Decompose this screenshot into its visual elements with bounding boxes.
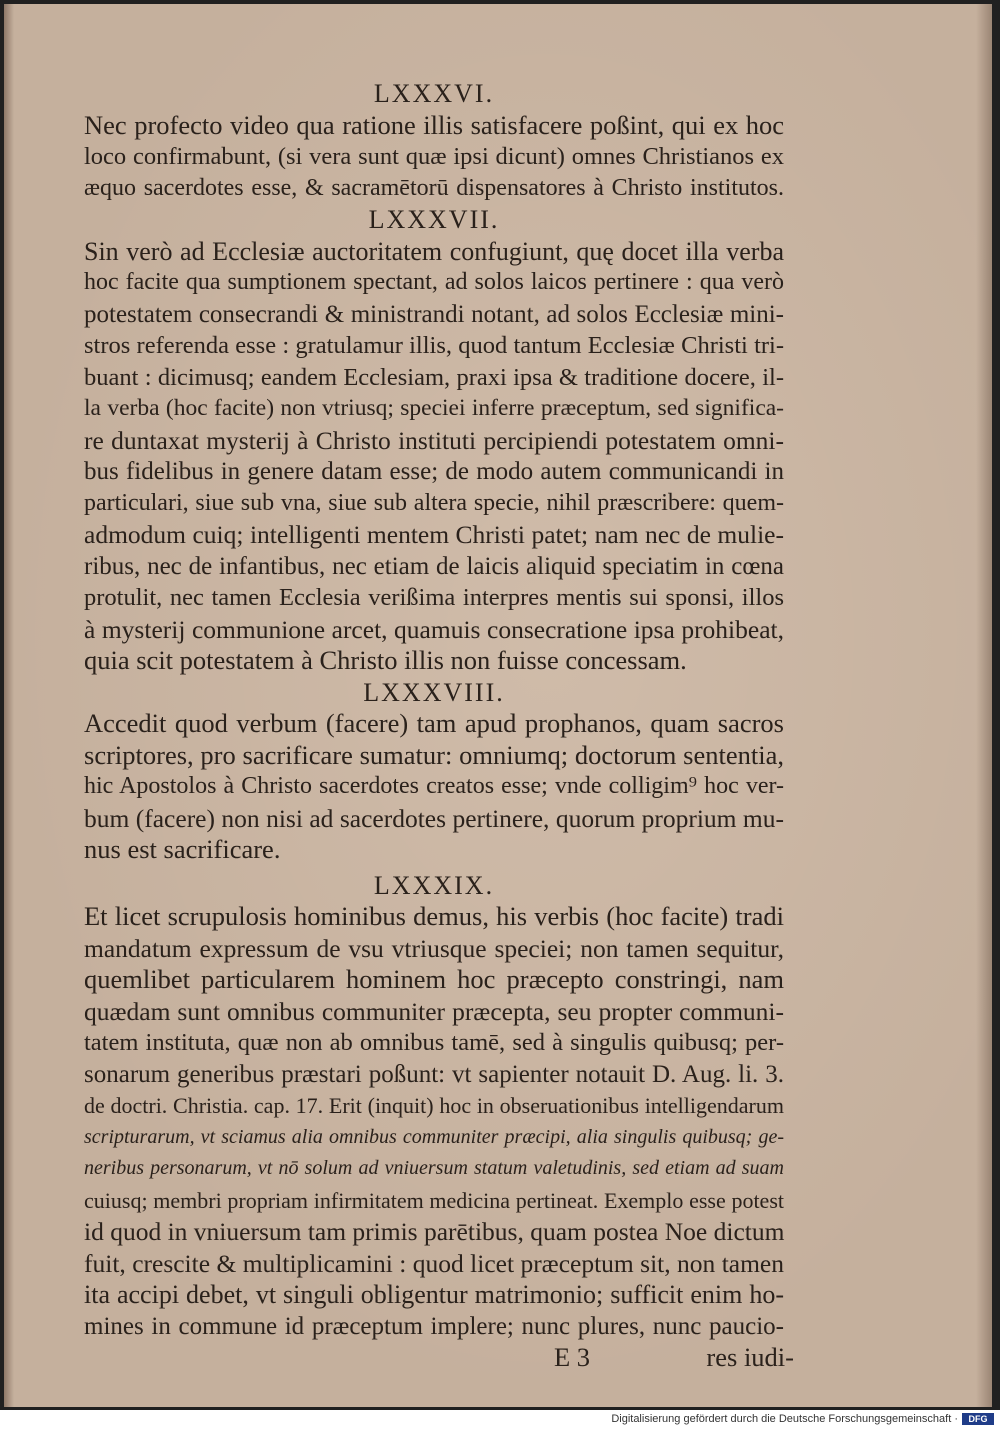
text-line: Nec profecto video qua ratione illis satisfacere poßint, qui ex hoc	[84, 109, 784, 140]
text-line: loco confirmabunt, (si vera sunt quæ ipsi dicunt) omnes Christianos ex	[84, 143, 784, 170]
text-line: à mysterij communione arcet, quamuis consecratione ipsa prohibeat,	[84, 614, 784, 644]
text-line: buant : dicimusq; eandem Ecclesiam, praxi ipsa & traditione docere, il-	[84, 363, 784, 391]
text-line: hic Apostolos à Christo sacerdotes creatos esse; vnde colligim⁹ hoc ver-	[84, 773, 784, 799]
text-line: admodum cuiq; intelligenti mentem Christi patet; nam nec de mulie-	[84, 520, 784, 549]
text-line: cuiusq; membri propriam infirmitatem medicina pertineat. Exemplo esse potest	[84, 1187, 784, 1213]
page-edge-left	[4, 4, 14, 1407]
section-heading: LXXXVIII.	[363, 677, 505, 707]
text-line: re duntaxat mysterij à Christo instituti percipiendi potestatem omni-	[84, 425, 784, 455]
dfg-logo-icon: DFG	[962, 1413, 994, 1425]
text-line: mines in commune id præceptum implere; nunc plures, nunc paucio-	[84, 1312, 784, 1340]
paragraph	[84, 901, 784, 1342]
funding-credit: Digitalisierung gefördert durch die Deutsche Forschungsgemeinschaft ·	[611, 1413, 958, 1425]
text-line: ita accipi debet, vt singuli obligentur matrimonio; sufficit enim ho-	[84, 1280, 784, 1309]
page-text	[84, 78, 794, 1374]
catchword: res iudi-	[706, 1342, 794, 1372]
text-line: potestatem consecrandi & ministrandi notant, ad solos Ecclesiæ mini-	[84, 300, 784, 328]
paragraph	[84, 110, 784, 205]
text-line: Accedit quod verbum (facere) tam apud prophanos, quam sacros	[84, 708, 784, 738]
signature-mark: E 3	[554, 1342, 591, 1372]
paragraph	[84, 236, 784, 677]
text-line: id quod in vniuersum tam primis parētibus, quam postea Noe dictum	[84, 1217, 785, 1246]
text-line: particulari, siue sub vna, siue sub altera specie, nihil præscribere: quem-	[84, 489, 784, 516]
page-edge-right	[976, 4, 992, 1407]
text-line: quia scit potestatem à Christo illis non fuisse concessam.	[84, 645, 687, 675]
section-heading: LXXXVII.	[368, 205, 500, 234]
section-heading: LXXXVI.	[373, 79, 495, 108]
text-line: de doctri. Christia. cap. 17. Erit (inquit) hoc in obseruationibus intelligendarum	[84, 1093, 784, 1118]
text-line: Et licet scrupulosis hominibus demus, his verbis (hoc facite) tradi	[84, 901, 784, 931]
text-line: la verba (hoc facite) non vtriusq; speciei inferre præceptum, sed significa-	[84, 395, 784, 421]
page-footer-line	[154, 1342, 794, 1374]
text-line: nus est sacrificare.	[84, 834, 281, 864]
text-line: æquo sacerdotes esse, & sacramētorū dispensatores à Christo institutos.	[84, 174, 784, 201]
text-line: stros referenda esse : gratulamur illis, quod tantum Ecclesiæ Christi tri-	[84, 332, 784, 359]
text-line-italic: neribus personarum, vt nō solum ad vniuersum statum valetudinis, sed etiam ad suam	[84, 1157, 784, 1179]
text-line: bus fidelibus in genere datam esse; de modo autem communicandi in	[84, 458, 784, 485]
section-heading: LXXXIX.	[373, 870, 495, 900]
text-line: fuit, crescite & multiplicamini : quod licet præceptum sit, non tamen	[84, 1248, 784, 1278]
paragraph	[84, 708, 784, 866]
text-line: ribus, nec de infantibus, nec etiam de laicis aliquid speciatim in cœna	[84, 552, 784, 580]
text-line: mandatum expressum de vsu vtriusque speciei; non tamen sequitur,	[84, 933, 784, 963]
text-line-italic: scripturarum, vt sciamus alia omnibus communiter præcipi, alia singulis quibusq; ge-	[84, 1125, 784, 1148]
text-line: tatem instituta, quæ non ab omnibus tamē, sed à singulis quibusq; per-	[84, 1029, 784, 1056]
text-line: scriptores, pro sacrificare sumatur: omniumq; doctorum sententia,	[84, 739, 784, 770]
digitization-footer	[0, 1410, 1000, 1429]
text-line: quædam sunt omnibus communiter præcepta, seu propter communi-	[84, 996, 784, 1026]
text-line: hoc facite qua sumptionem spectant, ad solos laicos pertinere : qua verò	[84, 269, 784, 295]
text-line: Sin verò ad Ecclesiæ auctoritatem confugiunt, quę docet illa verba	[84, 236, 784, 266]
text-line: quemlibet particularem hominem hoc præcepto constringi, nam	[84, 964, 784, 994]
text-line: protulit, nec tamen Ecclesia verißima interpres mentis sui sponsi, illos	[84, 584, 784, 611]
text-line: sonarum generibus præstari poßunt: vt sapienter notauit D. Aug. li. 3.	[84, 1060, 784, 1088]
text-line: bum (facere) non nisi ad sacerdotes pertinere, quorum proprium mu-	[84, 803, 784, 833]
